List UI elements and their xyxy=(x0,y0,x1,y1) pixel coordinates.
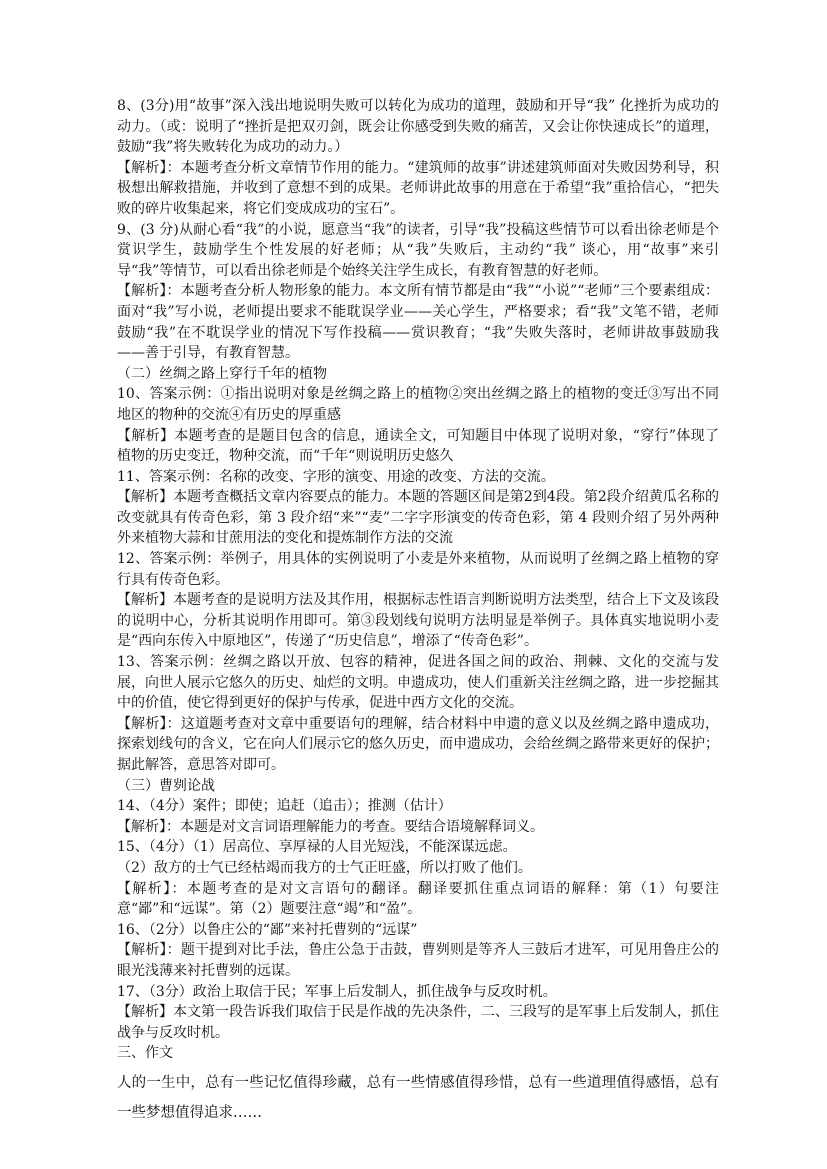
analysis-8: 【解析】：本题考查分析文章情节作用的能力。“建筑师的故事”讲述建筑师面对失败因势利导，积极想出解救措施，并收到了意想不到的成果。老师讲此故事的用意在于希望“我”重拾信心，“把失败的碎片收集起来，将它们变成成功的宝石”。 xyxy=(117,159,719,217)
analysis-12: 【解析】本题考查的是说明方法及其作用，根据标志性语言判断说明方法类型，结合上下文及该段的说明中心，分析其说明作用即可。第③段划线句说明方法明显是举例子。具体真实地说明小麦是“西向东传入中原地区”，传递了“历史信息”，增添了“传奇色彩”。 xyxy=(117,592,719,650)
analysis-17: 【解析】本文第一段告诉我们取信于民是作战的先决条件，二、三段写的是军事上后发制人，抓住战争与反攻时机。 xyxy=(117,1004,719,1041)
section-heading-3: （三）曹刿论战 xyxy=(117,777,215,794)
answer-12: 12、答案示例：举例子，用具体的实例说明了小麦是外来植物，从而说明了丝绸之路上植物的穿行具有传奇色彩。 xyxy=(117,551,719,588)
section-heading-essay: 三、作文 xyxy=(117,1045,173,1062)
answer-11: 11、答案示例：名称的改变、字形的演变、用途的改变、方法的交流。 xyxy=(117,468,555,485)
analysis-15: 【解析】：本题考查的是对文言语句的翻译。翻译要抓住重点词语的解释：第（1）句要注意“鄙”和“远谋”。第（2）题要注意“竭”和“盈”。 xyxy=(117,880,719,918)
answer-17: 17、（3分）政治上取信于民；军事上后发制人，抓住战争与反攻时机。 xyxy=(117,983,557,1000)
answer-16: 16、（2分）以鲁庄公的“鄙”来衬托曹刿的“远谋” xyxy=(117,921,418,938)
answer-15-part-2: （2）敌方的士气已经枯竭而我方的士气正旺盛，所以打败了他们。 xyxy=(117,859,532,876)
answer-8: 8、(3分)用“故事”深入浅出地说明失败可以转化为成功的道理，鼓励和开导“我” 化挫折为成功的动力。（或：说明了“挫折是把双刃剑，既会让你感受到失败的痛苦，又会让你快速成长”的道理，鼓励“我”将失败转化为成功的动力。） xyxy=(117,98,719,156)
essay-prompt-text: 人的一生中，总有一些记忆值得珍藏，总有一些情感值得珍惜，总有一些道理值得感悟，总有一些梦想值得追求…… xyxy=(117,1074,719,1121)
analysis-13: 【解析】：这道题考查对文章中重要语句的理解，结合材料中申遗的意义以及丝绸之路申遗成功，探索划线句的含义，它在向人们展示它的悠久历史，而申遗成功，会给丝绸之路带来更好的保护；据此解答，意思答对即可。 xyxy=(117,715,719,773)
answer-14: 14、（4分）案件；即使；追赶（追击）；推测（估计） xyxy=(117,798,452,815)
analysis-14: 【解析】：本题是对文言词语理解能力的考查。要结合语境解释词义。 xyxy=(117,818,544,835)
analysis-11: 【解析】本题考查概括文章内容要点的能力。本题的答题区间是第2到4段。第2段介绍黄瓜名称的改变就具有传奇色彩，第 3 段介绍“来”“麦”二字字形演变的传奇色彩，第 4 段则介绍了另外两种外来植物大蒜和甘蔗用法的变化和提炼制作方法的交流 xyxy=(117,489,719,547)
answer-13: 13、答案示例：丝绸之路以开放、包容的精神，促进各国之间的政治、荆棘、文化的交流与发展，向世人展示它悠久的历史、灿烂的文明。申遗成功，使人们重新关注丝绸之路，进一步挖掘其中的价值，使它得到更好的保护与传承，促进中西方文化的交流。 xyxy=(117,654,719,712)
analysis-16: 【解析】：题干提到对比手法，鲁庄公急于击鼓，曹刿则是等齐人三鼓后才进军，可见用鲁庄公的眼光浅薄来衬托曹刿的远谋。 xyxy=(117,942,719,979)
analysis-10: 【解析】本题考查的是题目包含的信息，通读全文，可知题目中体现了说明对象，“穿行”体现了植物的历史变迁，物种交流，而“千年“则说明历史悠久 xyxy=(117,427,719,465)
answer-9: 9、(3 分)从耐心看“我”的小说，愿意当“我”的读者，引导“我”投稿这些情节可以看出徐老师是个赏识学生，鼓励学生个性发展的好老师；从“我”失败后，主动约“我” 谈心，用“故事”来引导“我”等情节，可以看出徐老师是个始终关注学生成长，有教育智慧的好老师。 xyxy=(117,221,719,279)
essay-prompt xyxy=(117,1068,719,1128)
section-heading-2: （二）丝绸之路上穿行千年的植物 xyxy=(117,365,327,382)
analysis-9: 【解析】：本题考查分析人物形象的能力。本文所有情节都是由“我”“小说”“老师”三个要素组成：面对“我”写小说，老师提出要求不能耽误学业——关心学生，严格要求；看“我”文笔不错，老师鼓励“我”在不耽误学业的情况下写作投稿——赏识教育；“我”失败失落时，老师讲故事鼓励我——善于引导，有教育智慧。 xyxy=(117,283,719,362)
answer-10: 10、答案示例：①指出说明对象是丝绸之路上的植物②突出丝绸之路上的植物的变迁③写出不同地区的物种的交流④有历史的厚重感 xyxy=(117,386,719,423)
answer-15-part-1: 15、（4分）（1）居高位、享厚禄的人目光短浅，不能深谋远虑。 xyxy=(117,839,517,856)
